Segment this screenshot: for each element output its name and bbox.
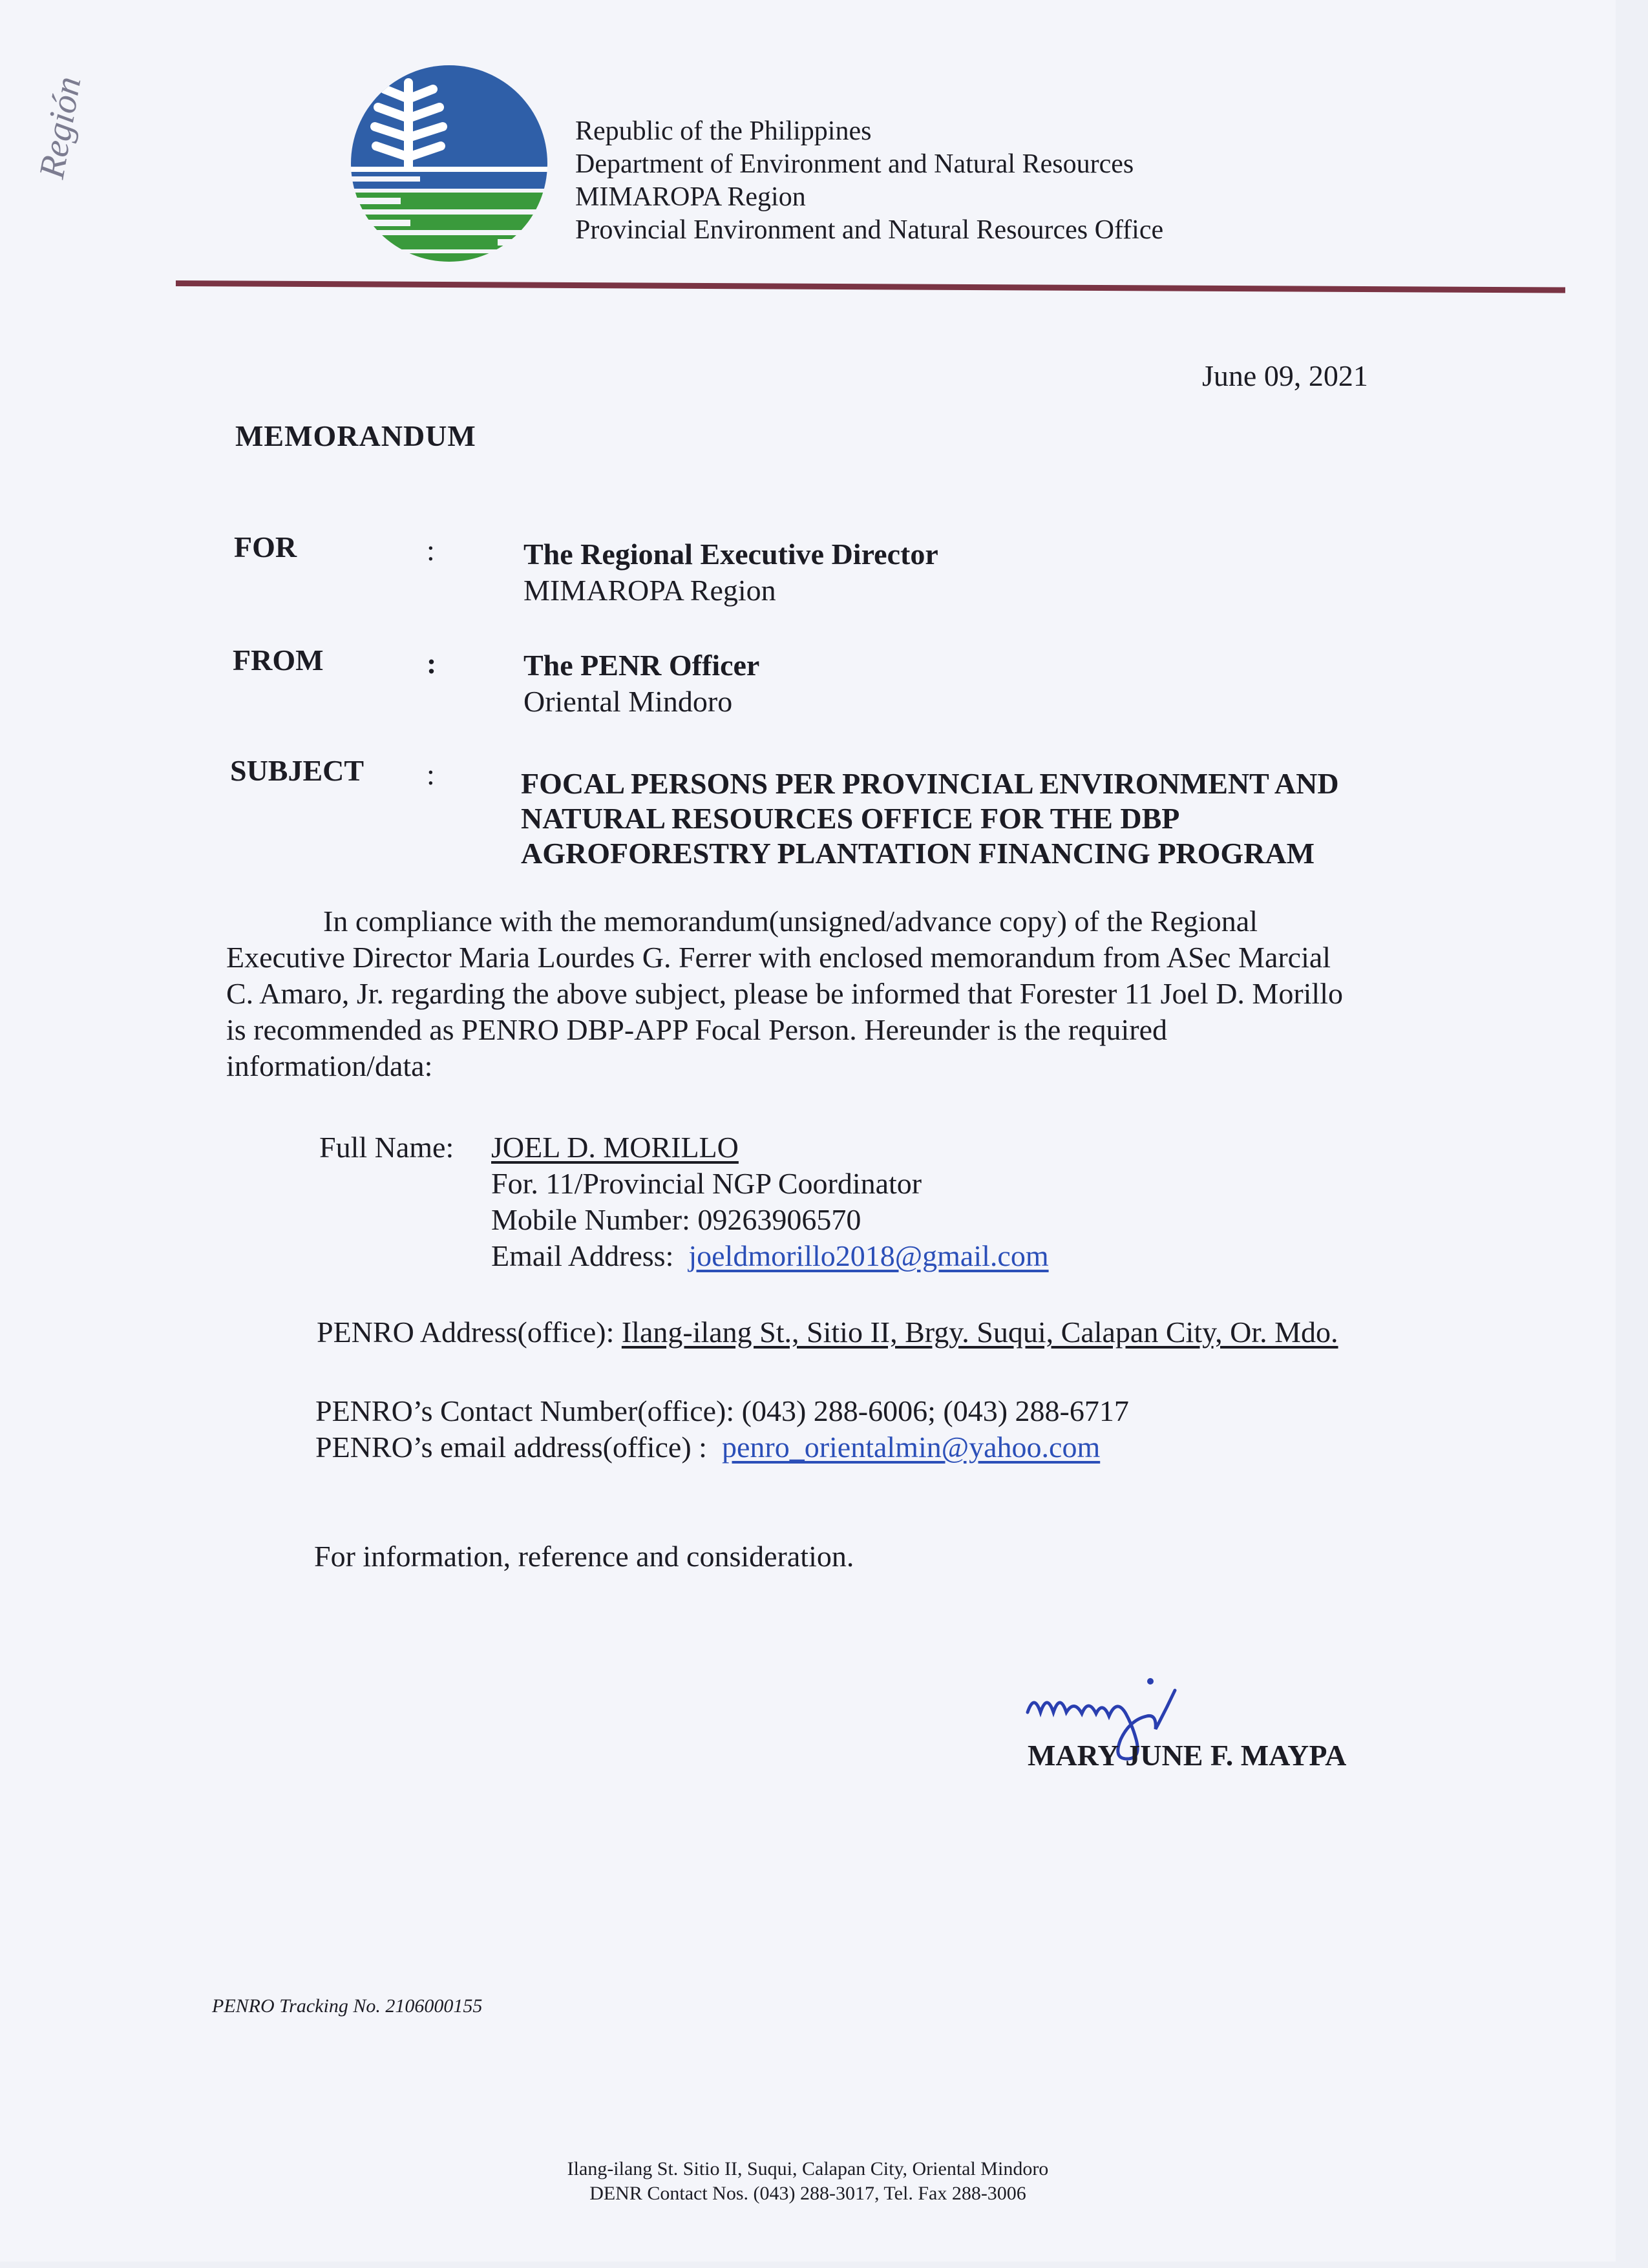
- subject-text: [521, 766, 1339, 871]
- focal-email-line: [491, 1238, 1049, 1274]
- letterhead: [575, 115, 1163, 247]
- penro-contact-label: PENRO’s Contact Number(office):: [315, 1394, 735, 1427]
- for-recipient: [523, 536, 938, 609]
- body-paragraph: [226, 903, 1454, 1084]
- body-line-5: information/data:: [226, 1049, 433, 1082]
- penro-email-label: PENRO’s email address(office) :: [315, 1431, 707, 1464]
- letterhead-divider: [176, 280, 1565, 293]
- handwritten-margin-note: Región: [31, 73, 89, 182]
- penro-address-line: [317, 1314, 1338, 1350]
- subject-line-1: FOCAL PERSONS PER PROVINCIAL ENVIRONMENT AND: [521, 767, 1339, 800]
- denr-logo: [349, 63, 549, 269]
- focal-mobile: 09263906570: [697, 1203, 861, 1236]
- subject-line-3: AGROFORESTRY PLANTATION FINANCING PROGRAM: [521, 837, 1315, 870]
- letterhead-line-2: Department of Environment and Natural Resources: [575, 149, 1134, 179]
- letterhead-line-4: Provincial Environment and Natural Resources Office: [575, 215, 1164, 245]
- for-colon: :: [427, 534, 435, 567]
- subject-label: SUBJECT: [230, 754, 364, 787]
- letterhead-line-1: Republic of the Philippines: [575, 116, 872, 146]
- from-sender: [523, 647, 759, 720]
- body-line-1: In compliance with the memorandum(unsigned/advance copy) of the Regional: [323, 905, 1258, 938]
- focal-name: JOEL D. MORILLO: [491, 1131, 739, 1164]
- penro-email-line: [315, 1429, 1129, 1465]
- from-label: FROM: [233, 644, 324, 677]
- letterhead-line-3: MIMAROPA Region: [575, 182, 806, 212]
- from-sender-name: The PENR Officer: [523, 649, 760, 682]
- memo-date: June 09, 2021: [1202, 359, 1368, 392]
- focal-mobile-line: [491, 1202, 1049, 1238]
- for-recipient-sub: MIMAROPA Region: [523, 574, 776, 607]
- focal-name-label: Full Name:: [319, 1131, 454, 1164]
- signatory-name: MARY JUNE F. MAYPA: [1028, 1739, 1347, 1772]
- body-line-3: C. Amaro, Jr. regarding the above subject, please be informed that Forester 11 Joel D. Morillo: [226, 977, 1343, 1010]
- for-label: FOR: [234, 530, 297, 563]
- focal-position: For. 11/Provincial NGP Coordinator: [491, 1167, 922, 1200]
- body-line-4: is recommended as PENRO DBP-APP Focal Person. Hereunder is the required: [226, 1013, 1167, 1046]
- focal-mobile-label: Mobile Number:: [491, 1203, 690, 1236]
- footer-address: Ilang-ilang St. Sitio II, Suqui, Calapan City, Oriental Mindoro: [567, 2158, 1049, 2179]
- from-colon: :: [427, 647, 437, 680]
- footer-contact: DENR Contact Nos. (043) 288-3017, Tel. Fax 288-3006: [589, 2183, 1026, 2204]
- focal-details: [491, 1129, 1049, 1274]
- subject-line-2: NATURAL RESOURCES OFFICE FOR THE DBP: [521, 802, 1180, 835]
- focal-email-link[interactable]: joeldmorillo2018@gmail.com: [688, 1239, 1049, 1272]
- penro-address: Ilang-ilang St., Sitio II, Brgy. Suqui, Calapan City, Or. Mdo.: [621, 1316, 1338, 1349]
- penro-address-label: PENRO Address(office):: [317, 1316, 615, 1349]
- tracking-number: PENRO Tracking No. 2106000155: [212, 1995, 483, 2017]
- subject-colon: :: [427, 758, 435, 791]
- penro-contact-block: [315, 1393, 1129, 1465]
- from-sender-sub: Oriental Mindoro: [523, 685, 733, 718]
- memo-title: MEMORANDUM: [235, 419, 476, 452]
- closing-line: For information, reference and consideration.: [314, 1540, 854, 1573]
- page-footer: [0, 2157, 1616, 2206]
- for-recipient-name: The Regional Executive Director: [523, 538, 938, 571]
- penro-email-link[interactable]: penro_orientalmin@yahoo.com: [721, 1431, 1101, 1464]
- penro-contact-line: [315, 1393, 1129, 1429]
- focal-email-label: Email Address:: [491, 1239, 674, 1272]
- body-line-2: Executive Director Maria Lourdes G. Ferrer with enclosed memorandum from ASec Marcial: [226, 941, 1331, 974]
- penro-contact: (043) 288-6006; (043) 288-6717: [741, 1394, 1129, 1427]
